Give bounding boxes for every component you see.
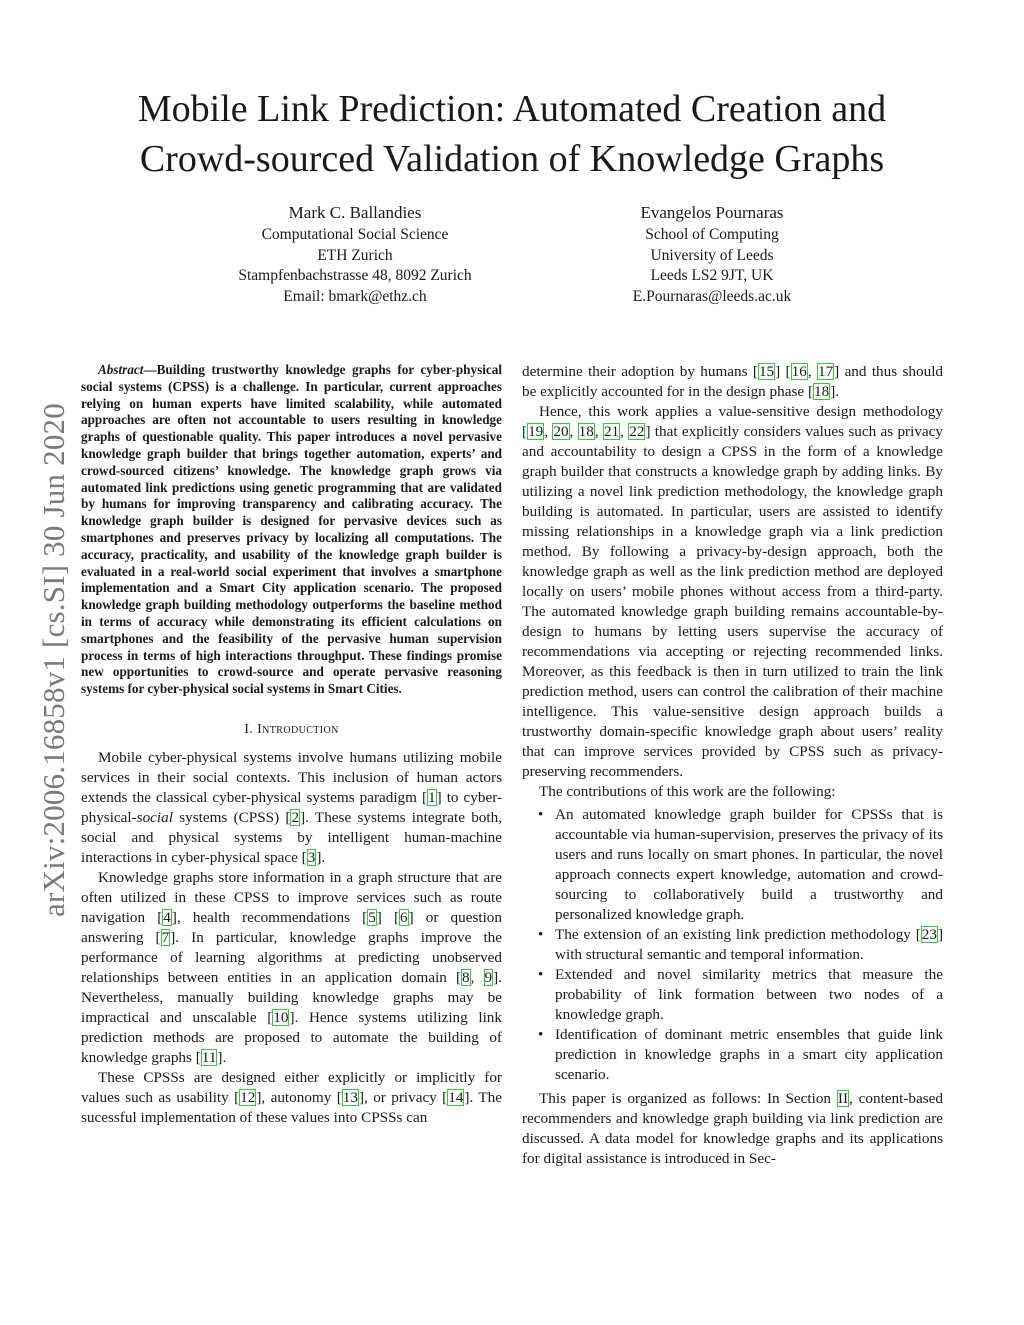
author-address: Leeds LS2 9JT, UK	[650, 267, 774, 284]
intro-paragraph-organization: This paper is organized as follows: In Section II, content-based recommenders and knowledge graph building via link prediction are discussed. A data model for knowledge graphs and its applications for digital assistance is introduced in Sec-	[522, 1090, 943, 1167]
author-affiliation: School of Computing	[645, 226, 779, 243]
arxiv-stamp: arXiv:2006.16858v1 [cs.SI] 30 Jun 2020	[36, 403, 71, 917]
paper-title	[60, 84, 964, 184]
abstract-text: —Building trustworthy knowledge graphs for cyber-physical social systems (CPSS) is a challenge. In particular, current approaches relying on human experts have limited scalability, while automated approaches are often not accountable to users resulting in knowledge graphs of questionable quality. This paper introduces a novel pervasive knowledge graph builder that brings together automation, experts’ and crowd-sourced citizens’ knowledge. The knowledge graph grows via automated link predictions using genetic programming that are validated by humans for improving transparency and calibrating accuracy. The knowledge graph builder is designed for pervasive devices such as smartphones and preserves privacy by localizing all computations. The accuracy, practicality, and usability of the knowledge graph builder is evaluated in a real-world social experiment that involves a smartphone implementation and a Smart City application scenario. The proposed knowledge graph building methodology outperforms the baseline method in terms of accuracy while demonstrating its efficient calculations on smartphones and the feasibility of the pervasive human supervision process in terms of high interactions throughput. These findings promise new opportunities to crowd-source and operate pervasive reasoning systems for cyber-physical social systems in Smart Cities.	[81, 362, 502, 697]
abstract	[81, 362, 502, 698]
contributions-list	[522, 805, 943, 1085]
contribution-item: • Extended and novel similarity metrics that measure the probability of link formation between two nodes of a knowledge graph.	[522, 965, 943, 1025]
author-name: Evangelos Pournaras	[640, 203, 784, 222]
citation-link[interactable]: 14	[448, 1088, 464, 1106]
citation-link[interactable]: 19	[528, 423, 544, 440]
author-affiliation: Computational Social Science	[261, 226, 449, 243]
citation-link[interactable]: 2	[291, 808, 300, 826]
citation-link[interactable]: 11	[201, 1048, 217, 1066]
citation-link[interactable]: 10	[273, 1008, 289, 1026]
intro-paragraph-3: These CPSSs are designed either explicitly or implicitly for values such as usability [12], autonomy [13], or privacy [14]. The sucessful implementation of these values into CPSSs can	[81, 1068, 502, 1126]
citation-link[interactable]: 20	[553, 423, 569, 440]
citation-link[interactable]: 4	[163, 908, 171, 926]
contributions-intro: The contributions of this work are the following:	[539, 783, 836, 800]
author-block-1	[195, 202, 515, 307]
intro-paragraph-3-continued: determine their adoption by humans [15] [16, 17] and thus should be explicitly accounted for in the design phase [18].	[522, 363, 944, 400]
citation-link[interactable]: 22	[629, 423, 645, 440]
intro-paragraph-4: Hence, this work applies a value-sensitive design methodology [19, 20, 18, 21, 22] that explicitly considers values such as privacy and accountability to design a CPSS in the form of a knowledge graph builder that constructs a knowledge graph by adding links. By utilizing a novel link prediction methodology, the knowledge graph building is automated. In particular, users are assisted to identify missing relationships in a knowledge graph via a link prediction method. By following a privacy-by-design approach, both the knowledge graph as well as the link prediction method are deployed locally on users’ mobile phones without access from a third-party. The automated knowledge graph building remains accountable-by-design to humans by letting users supervise the accuracy of recommendations via accepting or rejecting recommended links. Moreover, as this feedback is then in turn utilized to train the link prediction method, users can control the calibration of their machine intelligence. This value-sensitive design approach builds a trustworthy domain-specific knowledge graph about users’ reality that can improve services provided by CPSS such as privacy-preserving recommenders.	[522, 403, 943, 780]
left-column	[81, 362, 502, 1128]
citation-link[interactable]: 15	[758, 363, 775, 380]
contribution-item: • An automated knowledge graph builder for CPSSs that is accountable via human-supervision, preserves the privacy of its users and runs locally on smart phones. In particular, the novel approach connects expert knowledge, automation and crowd-sourcing to collaboratively build a trustworthy and personalized knowledge graph.	[522, 805, 943, 925]
citation-link[interactable]: 8	[462, 968, 470, 986]
citation-link[interactable]: 9	[484, 968, 493, 986]
citation-link[interactable]: 21	[603, 423, 620, 440]
author-institution: ETH Zurich	[317, 246, 393, 264]
citation-link[interactable]: 1	[428, 788, 436, 806]
intro-paragraph-2: Knowledge graphs store information in a graph structure that are often utilized in these CPSS to improve services such as route navigation [4], health recommendations [5] [6] or question answering [7]. In particular, knowledge graphs improve the performance of learning algorithms at predicting unobserved relationships between entities in an application domain [8, 9]. Nevertheless, manually building knowledge graphs may be impractical and unscalable [10]. Hence systems utilizing link prediction methods are proposed to automate the building of knowledge graphs [11].	[81, 868, 502, 1066]
contribution-item: • The extension of an existing link prediction methodology [23] with structural semantic and temporal information.	[522, 925, 943, 965]
author-block-2	[552, 202, 872, 307]
citation-link[interactable]: 18	[814, 383, 830, 400]
citation-link[interactable]: 7	[161, 928, 170, 946]
right-column	[522, 362, 943, 1169]
author-institution: University of Leeds	[650, 246, 774, 264]
contribution-item: • Identification of dominant metric ensembles that guide link prediction in knowledge graphs in a smart city application scenario.	[522, 1025, 943, 1085]
author-email: Email: bmark@ethz.ch	[283, 287, 427, 305]
section-heading-introduction: I. Introduction	[244, 721, 339, 737]
author-address: Stampfenbachstrasse 48, 8092 Zurich	[238, 267, 472, 284]
citation-link[interactable]: 17	[817, 363, 834, 380]
section-link[interactable]: II	[837, 1090, 849, 1107]
citation-link[interactable]: 13	[342, 1088, 358, 1106]
citation-link[interactable]: 5	[368, 908, 376, 926]
citation-link[interactable]: 23	[921, 926, 937, 943]
abstract-label: Abstract	[98, 362, 144, 377]
intro-paragraph-1: Mobile cyber-physical systems involve humans utilizing mobile services in their social contexts. This inclusion of human actors extends the classical cyber-physical systems paradigm [1] to cyber-physical-social systems (CPSS) [2]. These systems integrate both, social and physical systems by intelligent human-machine interactions in cyber-physical space [3].	[81, 748, 503, 866]
title-line-1: Mobile Link Prediction: Automated Creation and	[137, 88, 887, 130]
title-line-2: Crowd-sourced Validation of Knowledge Graphs	[139, 138, 885, 180]
citation-link[interactable]: 18	[578, 423, 594, 440]
citation-link[interactable]: 12	[240, 1088, 256, 1106]
author-email: E.Pournaras@leeds.ac.uk	[632, 287, 792, 305]
citation-link[interactable]: 6	[400, 908, 408, 926]
citation-link[interactable]: 3	[307, 848, 316, 866]
citation-link[interactable]: 16	[791, 363, 807, 380]
author-name: Mark C. Ballandies	[288, 203, 422, 222]
